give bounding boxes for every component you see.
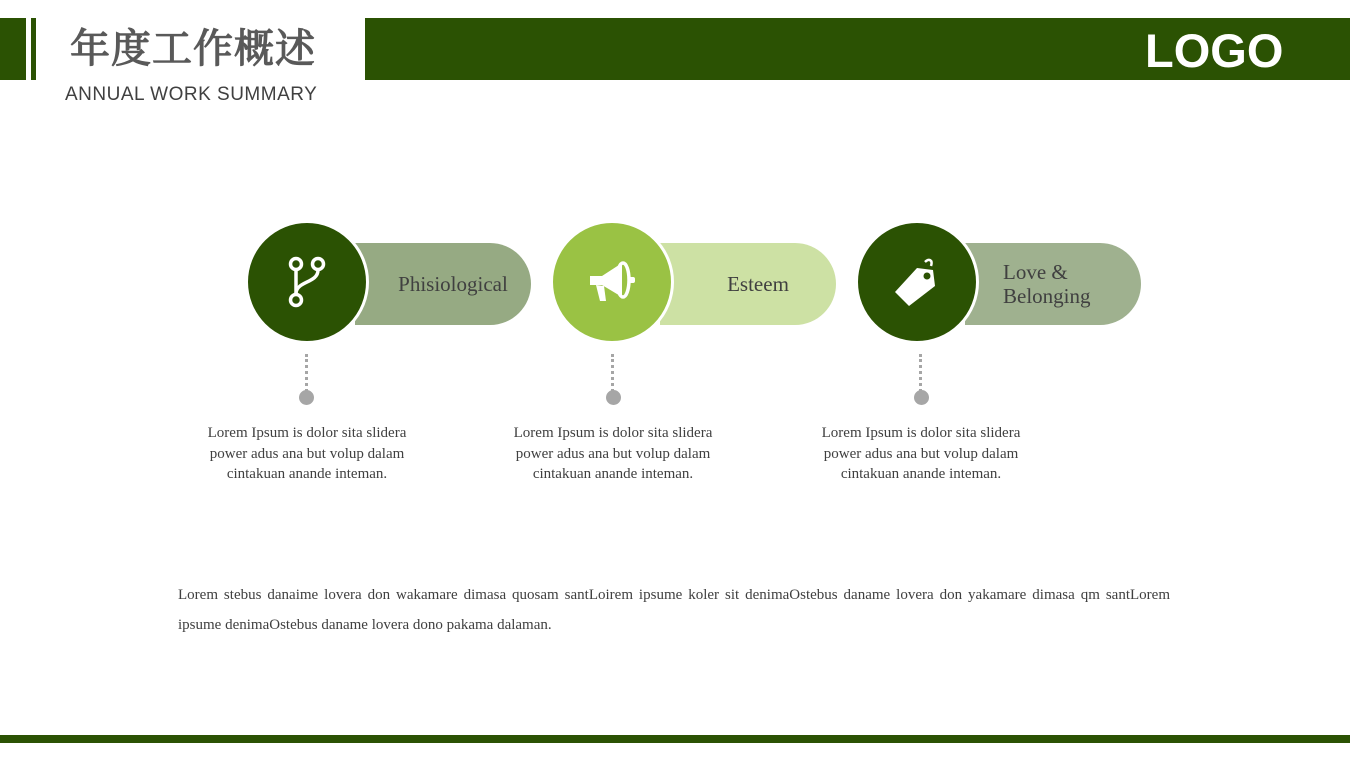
step-connector [611,354,614,392]
page-title: 年度工作概述 [70,26,316,72]
header-left-accent-bar [0,18,26,80]
step-pill [660,243,836,325]
step-circle [855,220,979,344]
step-description-phisiological: Lorem Ipsum is dolor sita slidera power adus ana but volup dalam cintakuan anande inteman. [207,425,407,482]
step-circle [245,220,369,344]
header-left-accent-line [31,18,36,80]
step-connector-dot [606,390,621,405]
logo: LOGO [1145,24,1284,77]
step-esteem [550,220,850,420]
footer-bar [0,735,1350,743]
step-label: Esteem [727,272,789,296]
step-connector-dot [299,390,314,405]
step-description-love-belonging: Lorem Ipsum is dolor sita slidera power adus ana but volup dalam cintakuan anande inteman. [821,425,1021,482]
step-circle [550,220,674,344]
megaphone-icon [586,257,638,307]
step-label-line1: Love & [1003,260,1068,284]
step-label-line2: Belonging [1003,284,1091,308]
step-label: Phisiological [398,272,508,296]
step-pill [965,243,1141,325]
step-pill [355,243,531,325]
step-label [1003,243,1121,325]
step-connector [305,354,308,392]
summary-paragraph: Lorem stebus danaime lovera don wakamare dimasa quosam santLoirem ipsume koler sit denimaOstebus daname lovera don yakamare dimasa qm santLorem ipsume denimaOstebus daname lovera dono pakama dalaman. [178,587,1170,633]
step-connector [919,354,922,392]
step-description-esteem: Lorem Ipsum is dolor sita slidera power adus ana but volup dalam cintakuan anande inteman. [513,425,713,482]
step-phisiological [245,220,545,420]
step-love-belonging [855,220,1155,420]
page-subtitle: ANNUAL WORK SUMMARY [65,84,318,105]
tag-icon [891,256,943,308]
step-connector-dot [914,390,929,405]
branch-icon [285,255,329,309]
